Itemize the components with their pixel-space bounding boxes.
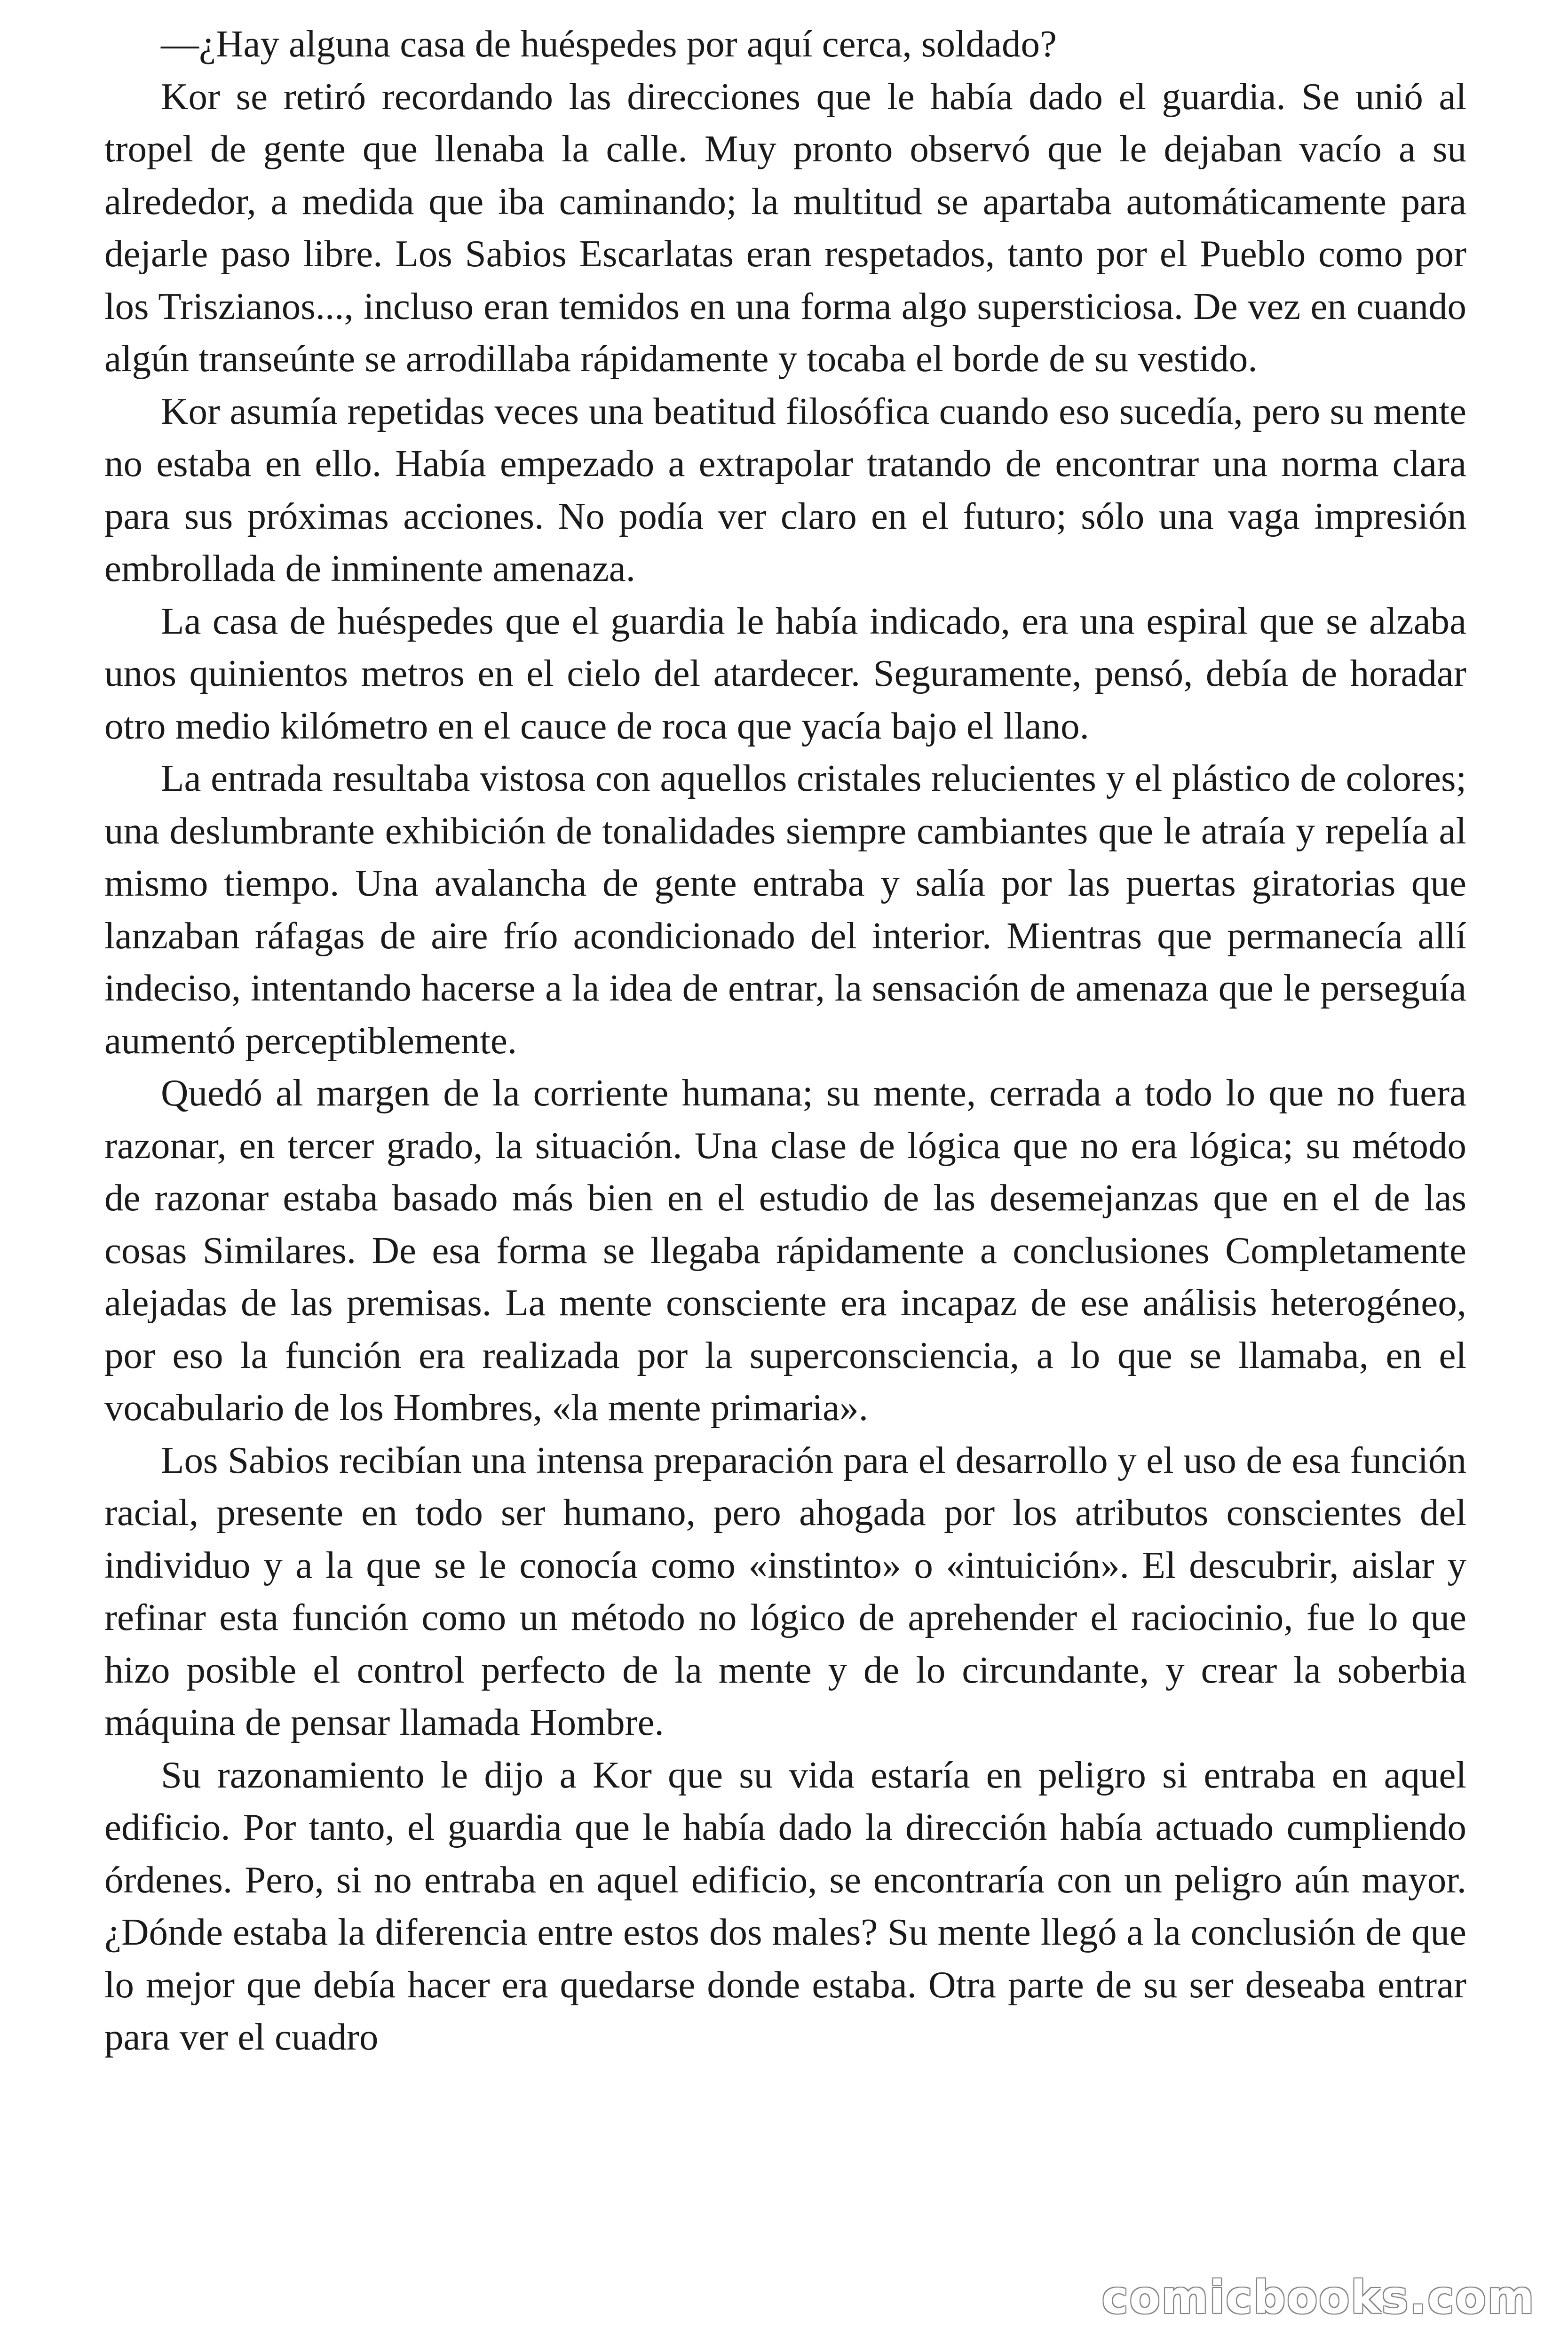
- paragraph-3: Kor asumía repetidas veces una beatitud filosófica cuando eso sucedía, pero su mente no estaba en ello. Había empezado a extrapolar tratando de encontrar una norma clara para sus próximas acciones. No podía ver claro en el futuro; sólo una vaga impresión embrollada de inminente amenaza.: [104, 389, 1466, 589]
- watermark: comicbooks.com: [1101, 2271, 1535, 2324]
- paragraph-6: Quedó al margen de la corriente humana; su mente, cerrada a todo lo que no fuera razonar, en tercer grado, la situación. Una clase de lógica que no era lógica; su método de razonar estaba basado más bien en el estudio de las desemejanzas que en el de las cosas Similares. De esa forma se llegaba rápidamente a conclusiones Completamente alejadas de las premisas. La mente consciente era incapaz de ese análisis heterogéneo, por eso la función era realizada por la superconsciencia, a lo que se llamaba, en el vocabulario de los Hombres, «la mente primaria».: [104, 1072, 1466, 1429]
- body-text: [104, 18, 1466, 2064]
- paragraph-5: La entrada resultaba vistosa con aquellos cristales relucientes y el plástico de colores; una deslumbrante exhibición de tonalidades siempre cambiantes que le atraía y repelía al mismo tiempo. Una avalancha de gente entraba y salía por las puertas giratorias que lanzaban ráfagas de aire frío acondicionado del interior. Mientras que permanecía allí indeciso, intentando hacerse a la idea de entrar, la sensación de amenaza que le perseguía aumentó perceptiblemente.: [104, 757, 1466, 1062]
- paragraph-8: Su razonamiento le dijo a Kor que su vida estaría en peligro si entraba en aquel edificio. Por tanto, el guardia que le había dado la dirección había actuado cumpliendo órdenes. Pero, si no entraba en aquel edificio, se encontraría con un peligro aún mayor. ¿Dónde estaba la diferencia entre estos dos males? Su mente llegó a la conclusión de que lo mejor que debía hacer era quedarse donde estaba. Otra parte de su ser deseaba entrar para ver el cuadro: [104, 1753, 1466, 2058]
- paragraph-1: —¿Hay alguna casa de huéspedes por aquí cerca, soldado?: [161, 23, 1057, 65]
- paragraph-7: Los Sabios recibían una intensa preparación para el desarrollo y el uso de esa función racial, presente en todo ser humano, pero ahogada por los atributos conscientes del individuo y a la que se le conocía como «instinto» o «intuición». El descubrir, aislar y refinar esta función como un método no lógico de aprehender el raciocinio, fue lo que hizo posible el control perfecto de la mente y de lo circundante, y crear la soberbia máquina de pensar llamada Hombre.: [104, 1438, 1466, 1743]
- paragraph-2: Kor se retiró recordando las direcciones que le había dado el guardia. Se unió al tropel de gente que llenaba la calle. Muy pronto observó que le dejaban vacío a su alrededor, a medida que iba caminando; la multitud se apartaba automáticamente para dejarle paso libre. Los Sabios Escarlatas eran respetados, tanto por el Pueblo como por los Triszianos..., incluso eran temidos en una forma algo supersticiosa. De vez en cuando algún transeúnte se arrodillaba rápidamente y tocaba el borde de su vestido.: [104, 75, 1466, 380]
- paragraph-4: La casa de huéspedes que el guardia le había indicado, era una espiral que se alzaba unos quinientos metros en el cielo del atardecer. Seguramente, pensó, debía de horadar otro medio kilómetro en el cauce de roca que yacía bajo el llano.: [104, 599, 1466, 747]
